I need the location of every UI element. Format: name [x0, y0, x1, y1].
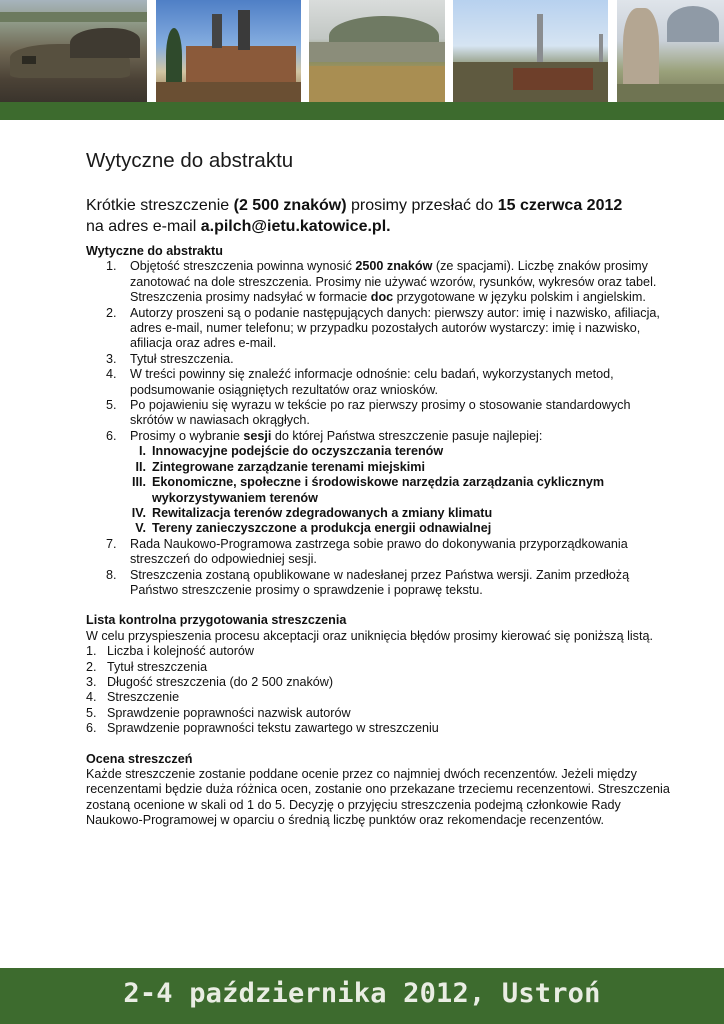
- guidelines-title: Wytyczne do abstraktu: [86, 244, 223, 258]
- session-number: IV.: [131, 505, 146, 520]
- list-text: (ze spacjami). Liczbę znaków prosimy zanotować na dole streszczenia. Prosimy nie używać wzorów, rysunków, wykresów oraz tabel. Streszczenia prosimy nadsyłać w formacie: [130, 259, 657, 305]
- list-text: Prosimy o wybranie: [130, 428, 244, 443]
- session-item: [86, 444, 676, 459]
- list-item: [86, 721, 676, 736]
- session-number: III.: [132, 475, 146, 490]
- list-text: Sprawdzenie poprawności nazwisk autorów: [107, 705, 351, 720]
- list-number: 5.: [86, 705, 97, 720]
- list-item: [86, 690, 676, 705]
- list-number: 7.: [106, 536, 117, 551]
- session-text: Ekonomiczne, społeczne i środowiskowe narzędzia zarządzania cyklicznym wykorzystywaniem terenów: [152, 475, 605, 505]
- list-text: Streszczenie: [107, 690, 180, 705]
- hill-landscape-photo: [309, 0, 445, 102]
- page-title: Wytyczne do abstraktu: [86, 149, 294, 172]
- list-item: [86, 367, 676, 398]
- list-text: Tytuł streszczenia.: [130, 351, 234, 366]
- header-banner: [0, 0, 724, 102]
- lead-text-3: na adres e-mail: [86, 218, 201, 235]
- mine-headframe-photo: [156, 0, 301, 102]
- list-number: 1.: [106, 259, 117, 274]
- guidelines-list-cont: [86, 537, 676, 599]
- list-item: [86, 660, 676, 675]
- document-body: [86, 148, 676, 829]
- session-item: [86, 475, 676, 506]
- footer-band: [0, 968, 724, 1024]
- session-text: Rewitalizacja terenów zdegradowanych a zmiany klimatu: [152, 505, 493, 520]
- checklist-intro: W celu przyspieszenia procesu akceptacji oraz uniknięcia błędów prosimy kierować się poniższą listą.: [86, 628, 653, 643]
- list-text: Liczba i kolejność autorów: [107, 644, 255, 659]
- list-item: [86, 537, 676, 568]
- sessions-list: [86, 444, 676, 536]
- guidelines-list: [86, 259, 676, 444]
- list-text: Autorzy proszeni są o podanie następujących danych: pierwszy autor: imię i nazwisko, afiliacja, adres e-mail, numer telefonu; w przypadku pozostałych autorów wystarczy: imię i nazwisko, afiliacja oraz adres e-mail.: [130, 305, 660, 351]
- industrial-chimney-photo: [453, 0, 608, 102]
- session-text: Innowacyjne podejście do oczyszczania terenów: [152, 444, 444, 459]
- list-text: W treści powinny się znaleźć informacje odnośnie: celu badań, wykorzystanych metod, podsumowanie osiągniętych rezultatów oraz wniosków.: [130, 367, 614, 397]
- list-number: 3.: [86, 674, 97, 689]
- list-item: [86, 675, 676, 690]
- lead-text-1: Krótkie streszczenie: [86, 197, 234, 214]
- session-number: V.: [135, 521, 146, 536]
- list-number: 2.: [106, 305, 117, 320]
- list-item: [86, 429, 676, 444]
- submission-lead: [86, 195, 676, 237]
- list-text: Rada Naukowo-Programowa zastrzega sobie prawo do dokonywania przyporządkowania streszczeń do odpowiedniej sesji.: [130, 536, 628, 567]
- lead-email: a.pilch@ietu.katowice.pl.: [200, 218, 391, 235]
- list-text-bold: sesji: [243, 428, 272, 443]
- list-number: 1.: [86, 644, 97, 659]
- list-number: 3.: [106, 351, 117, 366]
- list-item: [86, 706, 676, 721]
- list-number: 5.: [106, 398, 117, 413]
- list-text: Po pojawieniu się wyrazu w tekście po raz pierwszy prosimy o stosowanie standardowych skrótów w nawiasach okrągłych.: [130, 398, 631, 428]
- session-item: [86, 460, 676, 475]
- lead-deadline: 15 czerwca 2012: [497, 197, 623, 214]
- list-item: [86, 568, 676, 599]
- list-text: Objętość streszczenia powinna wynosić: [130, 259, 356, 274]
- session-number: II.: [135, 459, 146, 474]
- list-text: przygotowane w języku polskim i angielskim.: [393, 290, 646, 305]
- lead-char-limit: (2 500 znaków): [233, 197, 347, 214]
- list-item: [86, 352, 676, 367]
- list-text: do której Państwa streszczenie pasuje najlepiej:: [271, 428, 543, 443]
- list-item: [86, 306, 676, 352]
- quarry-photo: [0, 0, 147, 102]
- list-text: Streszczenia zostaną opublikowane w nadesłanej przez Państwa wersji. Zanim przedłożą Państwo streszczenie prosimy o sprawdzenie i poprawę tekstu.: [130, 567, 630, 597]
- session-item: [86, 506, 676, 521]
- list-item: [86, 259, 676, 305]
- list-text: Sprawdzenie poprawności tekstu zawartego w streszczeniu: [107, 721, 439, 736]
- review-title: Ocena streszczeń: [86, 751, 193, 766]
- list-number: 8.: [106, 567, 117, 582]
- list-item: [86, 644, 676, 659]
- list-text: Tytuł streszczenia: [107, 659, 208, 674]
- lead-text-2: prosimy przesłać do: [346, 197, 498, 214]
- list-number: 6.: [86, 721, 97, 736]
- list-number: 4.: [86, 690, 97, 705]
- session-text: Tereny zanieczyszczone a produkcja energii odnawialnej: [152, 521, 492, 536]
- checklist-title: Lista kontrolna przygotowania streszczenia: [86, 613, 347, 628]
- list-text: Długość streszczenia (do 2 500 znaków): [107, 674, 334, 689]
- session-item: [86, 521, 676, 536]
- session-number: I.: [139, 444, 146, 459]
- list-number: 2.: [86, 659, 97, 674]
- list-number: 6.: [106, 428, 117, 443]
- list-number: 4.: [106, 367, 117, 382]
- review-text: Każde streszczenie zostanie poddane ocenie przez co najmniej dwóch recenzentów. Jeżeli między recenzentami będzie duża różnica ocen, zostanie ono przekazane trzeciemu recenzentowi. Streszczenia zostaną ocenione w skali od 1 do 5. Decyzję o przyjęciu streszczenia podejmą członkowie Rady Naukowo-Programowej w oparciu o średnią liczbę punktów oraz rekomendacje recenzentów.: [86, 767, 670, 828]
- session-text: Zintegrowane zarządzanie terenami miejskimi: [152, 459, 425, 474]
- event-date-location: 2-4 października 2012, Ustroń: [123, 978, 601, 1009]
- list-item: [86, 398, 676, 429]
- monument-dome-photo: [617, 0, 724, 102]
- list-text-bold: 2500 znaków: [355, 259, 433, 274]
- list-text-bold: doc: [370, 290, 394, 305]
- checklist-list: [86, 644, 676, 736]
- header-green-band: [0, 102, 724, 120]
